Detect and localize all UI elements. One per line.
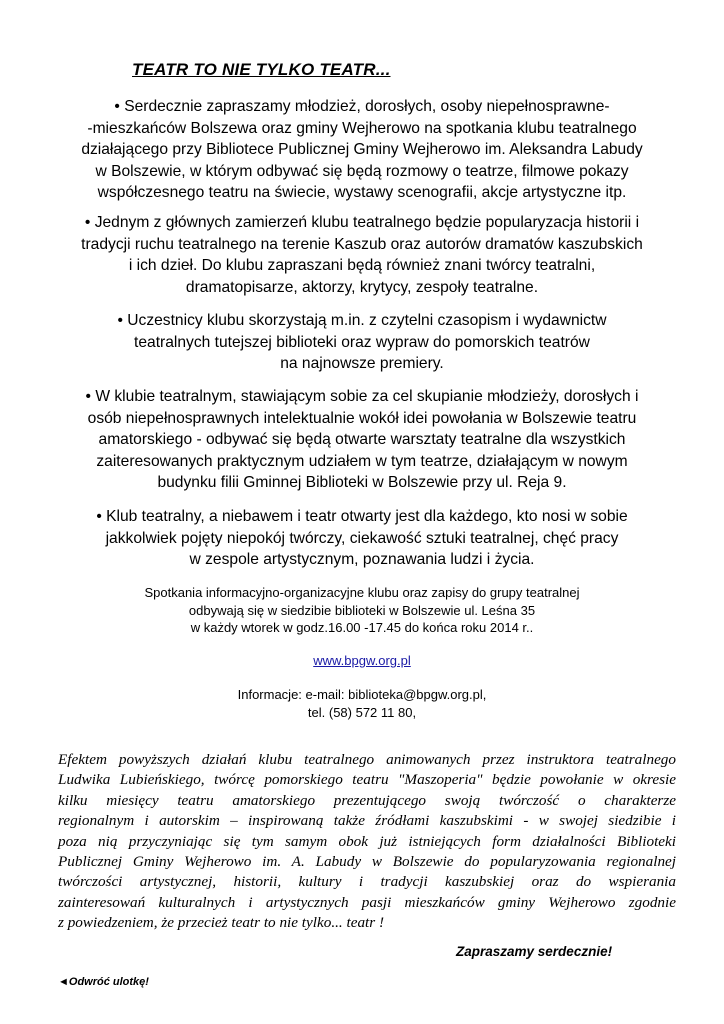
- paragraph-line: i ich dzieł. Do klubu zapraszani będą również znani twórcy teatralni,: [128, 257, 596, 274]
- closing-line: Efektem powyższych działań klubu teatralnego animowanych przez instruktora teatralnego: [58, 751, 676, 768]
- paragraph-line: teatralnych tutejszej biblioteki oraz wypraw do pomorskich teatrów: [134, 333, 590, 351]
- paragraph-participants: [40, 310, 684, 375]
- invitation-signoff: Zapraszamy serdecznie!: [456, 944, 613, 959]
- paragraph-line: działającego przy Bibliotece Publicznej Gminy Wejherowo im. Aleksandra Labudy: [81, 141, 643, 158]
- meeting-info-line: odbywają się w siedzibie biblioteki w Bolszewie ul. Leśna 35: [188, 602, 536, 618]
- paragraph-line: w Bolszewie, w którym odbywać się będą rozmowy o teatrze, filmowe pokazy: [95, 162, 629, 180]
- paragraph-line: zaiteresowanych praktycznym udziałem w tym teatrze, działającym w nowym: [96, 452, 628, 470]
- contact-info: [40, 686, 684, 721]
- paragraph-line: • W klubie teatralnym, stawiającym sobie za cel skupianie młodzieży, dorosłych i: [85, 388, 639, 405]
- website-link[interactable]: www.bpgw.org.pl: [313, 653, 411, 668]
- closing-line: zainteresowań kulturalnych i artystycznych pasji mieszkańców gminy Wejherowo zgodnie: [58, 893, 676, 911]
- meeting-info: [40, 584, 684, 637]
- paragraph-workshops: [40, 386, 684, 494]
- paragraph-goals: [40, 212, 684, 298]
- closing-line: twórczości artystycznej, historii, kultury i tradycji kaszubskiej oraz do wspierania: [58, 873, 676, 891]
- page-title: TEATR TO NIE TYLKO TEATR...: [132, 60, 391, 79]
- paragraph-line: budynku filii Gminnej Biblioteki w Bolszewie przy ul. Reja 9.: [157, 474, 567, 491]
- paragraph-line: w zespole artystycznym, poznawania ludzi i życia.: [189, 551, 535, 568]
- paragraph-line: na najnowsze premiery.: [280, 355, 444, 372]
- contact-line: tel. (58) 572 11 80,: [307, 704, 417, 720]
- paragraph-line: jakkolwiek pojęty niepokój twórczy, ciekawość sztuki teatralnej, chęć pracy: [105, 529, 619, 547]
- website-row: [40, 652, 684, 670]
- paragraph-line: tradycji ruchu teatralnego na terenie Kaszub oraz autorów dramatów kaszubskich: [81, 235, 643, 253]
- paragraph-line: osób niepełnosprawnych intelektualnie wokół idei powołania w Bolszewie teatru: [87, 409, 637, 427]
- closing-line: kilku miesięcy teatru amatorskiego prezentującego swoją twórczość o charakterze: [58, 791, 676, 809]
- closing-line: poza nią przyczyniając się tym samym obok już istniejących form działalności Biblioteki: [58, 832, 676, 850]
- closing-line: regionalnym i autorskim – inspirowaną także źródłami kaszubskimi - w swojej siedzibie i: [58, 812, 676, 830]
- paragraph-line: • Klub teatralny, a niebawem i teatr otwarty jest dla każdego, kto nosi w sobie: [96, 508, 628, 525]
- paragraph-line: -mieszkańców Bolszewa oraz gminy Wejherowo na spotkania klubu teatralnego: [87, 119, 637, 137]
- closing-paragraph: [58, 750, 676, 934]
- paragraph-open-club: [40, 506, 684, 571]
- paragraph-line: • Uczestnicy klubu skorzystają m.in. z czytelni czasopism i wydawnictw: [117, 312, 607, 329]
- closing-line: z powiedzeniem, że przecież teatr to nie tylko... teatr !: [58, 914, 385, 932]
- paragraph-line: • Jednym z głównych zamierzeń klubu teatralnego będzie popularyzacja historii i: [84, 214, 640, 231]
- closing-line: Publicznej Gminy Wejherowo im. A. Labudy w Bolszewie do popularyzowania regionalnej: [58, 853, 676, 871]
- meeting-info-line: w każdy wtorek w godz.16.00 -17.45 do końca roku 2014 r..: [190, 620, 534, 635]
- meeting-info-line: Spotkania informacyjno-organizacyjne klubu oraz zapisy do grupy teatralnej: [144, 585, 580, 600]
- contact-line: Informacje: e-mail: biblioteka@bpgw.org.pl,: [237, 687, 487, 702]
- paragraph-line: współczesnego teatru na świecie, wystawy scenografii, akcje artystyczne itp.: [97, 184, 627, 201]
- closing-line: Ludwika Lubieńskiego, twórcę pomorskiego teatru "Maszoperia" będzie powołanie w okresie: [58, 771, 676, 789]
- turn-over-note: ◄Odwróć ulotkę!: [58, 976, 149, 988]
- paragraph-line: amatorskiego - odbywać się będą otwarte warsztaty teatralne dla wszystkich: [98, 431, 626, 448]
- paragraph-line: • Serdecznie zapraszamy młodzież, dorosłych, osoby niepełnosprawne-: [114, 98, 610, 115]
- paragraph-line: dramatopisarze, aktorzy, krytycy, zespoły teatralne.: [185, 278, 539, 296]
- paragraph-invitation: [40, 96, 684, 204]
